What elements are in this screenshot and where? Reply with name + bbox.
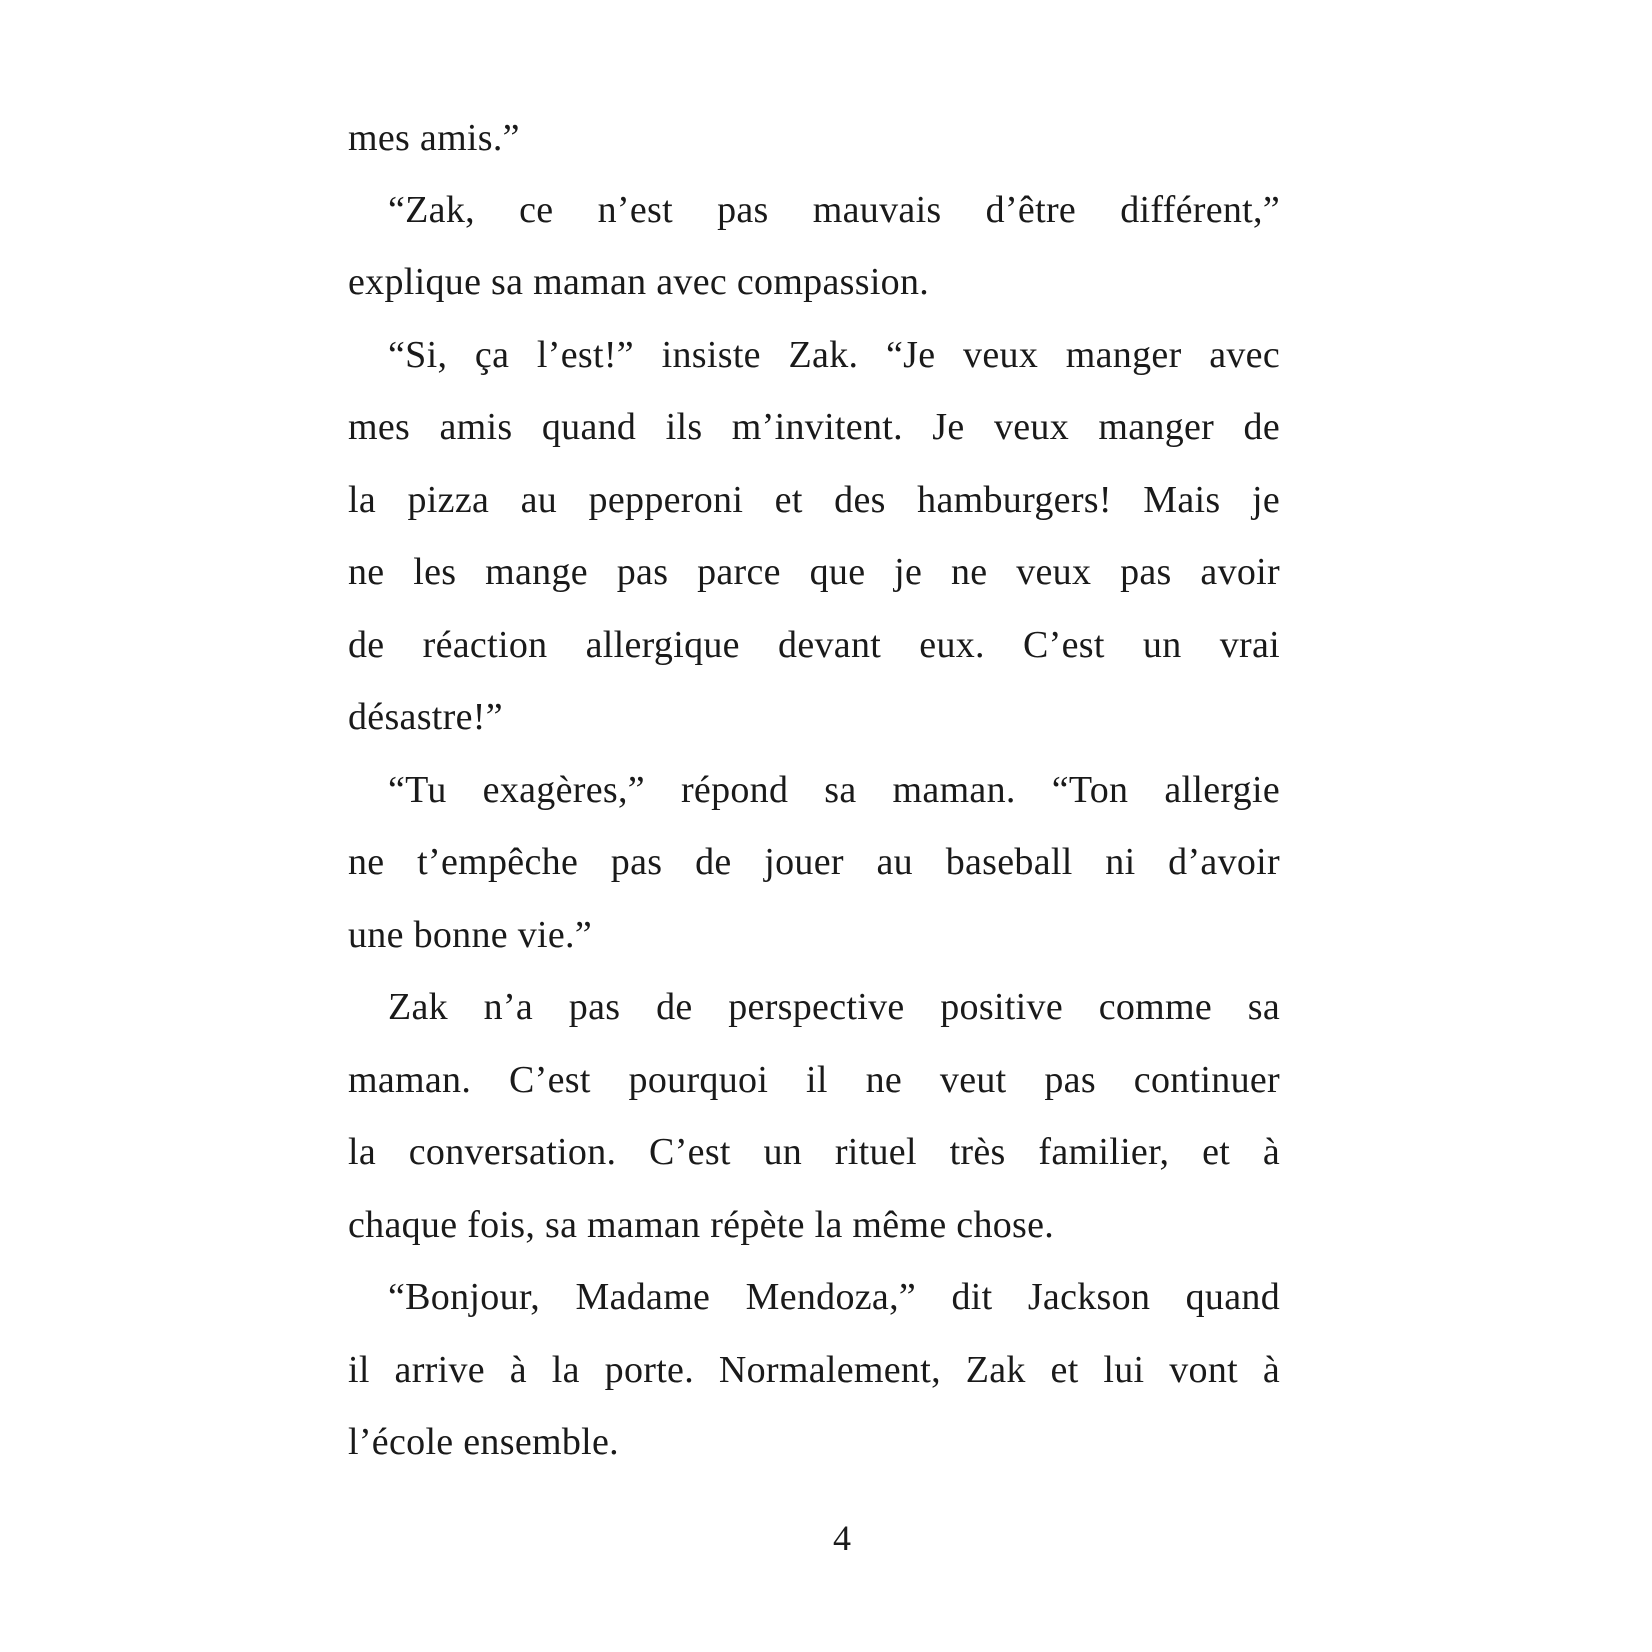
text-line: la conversation. C’est un rituel très familier, et à xyxy=(348,1131,1280,1173)
text-line: explique sa maman avec compassion. xyxy=(348,261,930,303)
text-line: ne t’empêche pas de jouer au baseball ni d’avoir xyxy=(348,841,1280,883)
text-line: “Bonjour, Madame Mendoza,” dit Jackson quand xyxy=(388,1276,1280,1318)
text-line: ne les mange pas parce que je ne veux pas avoir xyxy=(348,551,1280,593)
text-line: chaque fois, sa maman répète la même chose. xyxy=(348,1204,1055,1246)
page-number: 4 xyxy=(833,1518,851,1558)
text-line: la pizza au pepperoni et des hamburgers! Mais je xyxy=(348,479,1280,521)
text-line: désastre!” xyxy=(348,696,503,738)
text-line: une bonne vie.” xyxy=(348,914,593,956)
text-line: Zak n’a pas de perspective positive comme sa xyxy=(388,986,1280,1028)
text-line: de réaction allergique devant eux. C’est un vrai xyxy=(348,624,1280,666)
text-line: maman. C’est pourquoi il ne veut pas continuer xyxy=(348,1059,1280,1101)
text-line: “Si, ça l’est!” insiste Zak. “Je veux manger avec xyxy=(388,334,1280,376)
text-line: l’école ensemble. xyxy=(348,1421,619,1463)
text-line: il arrive à la porte. Normalement, Zak et lui vont à xyxy=(348,1349,1280,1391)
text-line: mes amis.” xyxy=(348,117,520,159)
text-line: “Zak, ce n’est pas mauvais d’être différent,” xyxy=(388,189,1280,231)
text-line: “Tu exagères,” répond sa maman. “Ton allergie xyxy=(388,769,1280,811)
text-line: mes amis quand ils m’invitent. Je veux manger de xyxy=(348,406,1280,448)
